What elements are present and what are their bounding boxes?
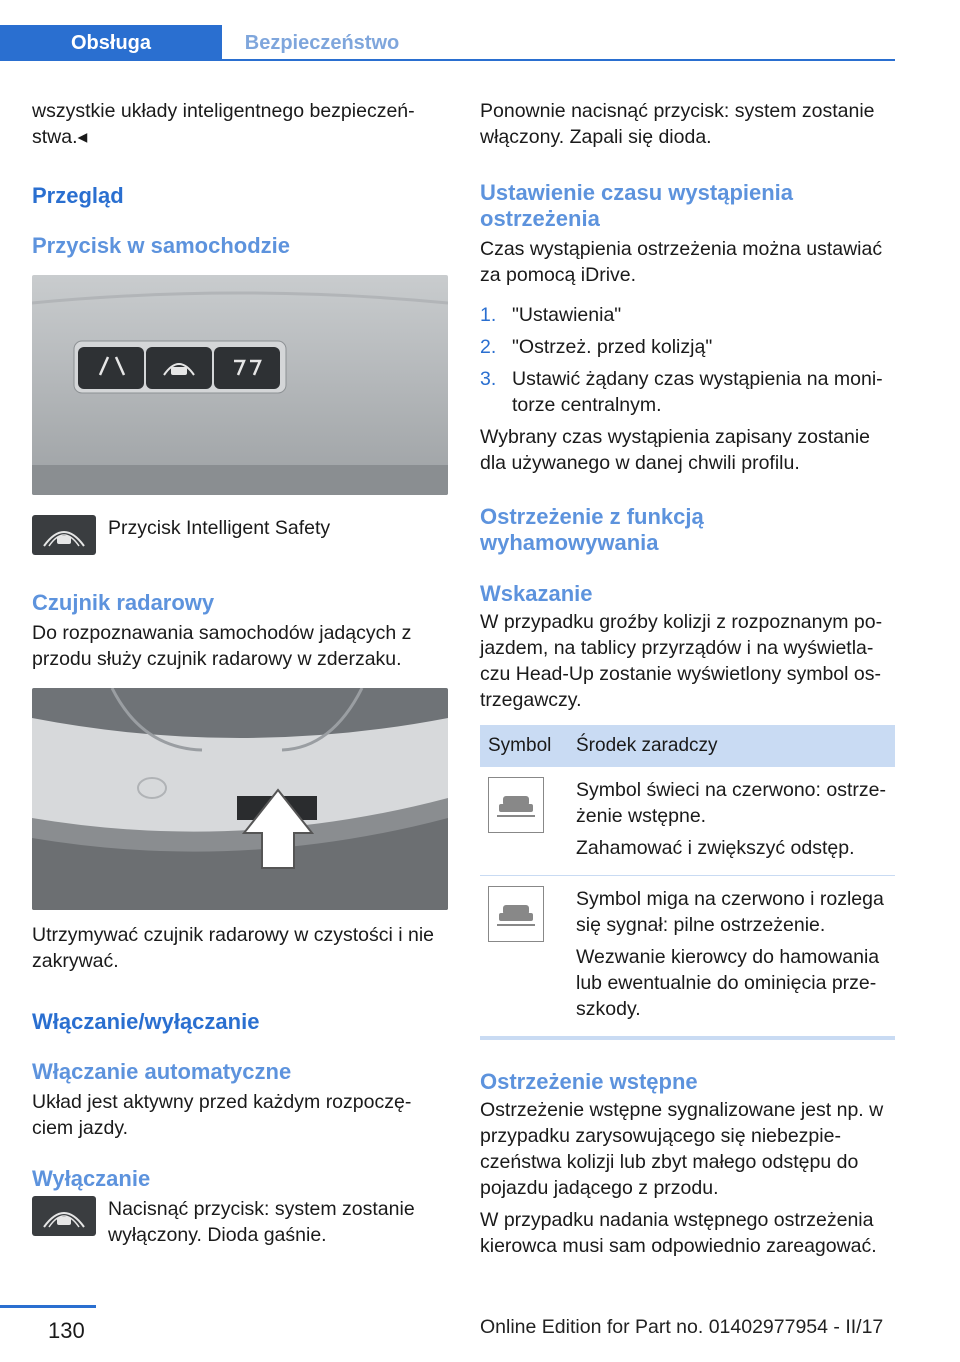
intelligent-safety-icon	[32, 1196, 96, 1236]
table-header-remedy: Środek zaradczy	[568, 725, 895, 767]
tab-underline	[222, 59, 895, 61]
header-tabs	[0, 0, 960, 62]
braking-heading: Ostrzeżenie z funkcją wyhamowywania	[480, 504, 704, 555]
table-row	[480, 767, 895, 876]
table-cell-text: Symbol miga na czerwono i rozlega się sygnał: pilne ostrzeżenie.	[576, 888, 884, 936]
radar-sensor-photo	[32, 688, 448, 910]
tab-bezpieczenstwo[interactable]: Bezpieczeństwo	[244, 31, 400, 54]
table-cell-text: Wezwanie kierowcy do hamowania lub ewentualnie do ominięcia prze-szkody.	[576, 946, 880, 1020]
onoff-heading: Włączanie/wyłączanie	[32, 1009, 260, 1034]
page-number: 130	[48, 1318, 85, 1343]
right-column	[480, 98, 895, 1259]
off-text: Nacisnąć przycisk: system zostanie wyłączony. Dioda gaśnie.	[108, 1198, 415, 1246]
collision-warning-icon	[488, 777, 544, 833]
list-item: 3. Ustawić żądany czas wystąpienia na moni-torze centralnym.	[480, 368, 883, 416]
radar-heading: Czujnik radarowy	[32, 590, 215, 615]
warning-symbol-table	[480, 725, 895, 1040]
off-heading: Wyłączanie	[32, 1166, 151, 1191]
overview-heading: Przegląd	[32, 183, 124, 208]
list-item: 1. "Ustawienia"	[480, 304, 622, 326]
intelligent-safety-icon	[32, 515, 96, 555]
auto-heading: Włączanie automatyczne	[32, 1059, 292, 1084]
timing-text: Czas wystąpienia ostrzeżenia można ustawiać za pomocą iDrive.	[480, 238, 883, 286]
left-column	[32, 98, 448, 1248]
edition-text: Online Edition for Part no. 01402977954 - II/17	[480, 1316, 884, 1338]
intro-text: wszystkie układy inteligentnego bezpieczeń-stwa.◂	[32, 100, 415, 148]
footer-divider	[0, 1305, 96, 1308]
radar-care-text: Utrzymywać czujnik radarowy w czystości i nie zakrywać.	[32, 924, 435, 972]
timing-steps	[480, 302, 895, 418]
button-heading: Przycisk w samochodzie	[32, 233, 290, 258]
pre-warning-text-2: W przypadku nadania wstępnego ostrzeżenia kierowca musi sam odpowiednio zareagować.	[480, 1209, 877, 1257]
tab-obsluga[interactable]: Obsługa	[0, 25, 222, 61]
saved-text: Wybrany czas wystąpienia zapisany zostanie dla używanego w danej chwili profilu.	[480, 426, 871, 474]
table-cell-text: Zahamować i zwiększyć odstęp.	[576, 837, 855, 859]
button-legend	[32, 515, 448, 555]
radar-text: Do rozpoznawania samochodów jadących z przodu służy czujnik radarowy w zderzaku.	[32, 622, 412, 670]
list-item: 2. "Ostrzeż. przed kolizją"	[480, 336, 713, 358]
table-cell-text: Symbol świeci na czerwono: ostrze-żenie wstępne.	[576, 779, 886, 827]
collision-warning-icon	[488, 886, 544, 942]
timing-heading: Ustawienie czasu wystąpienia ostrzeżenia	[480, 180, 794, 231]
button-panel-photo	[32, 275, 448, 495]
off-instruction	[32, 1196, 448, 1248]
pre-warning-text: Ostrzeżenie wstępne sygnalizowane jest np. w przypadku zarysowującego się niebezpie-czeństwa kolizji lub zbyt małego odstępu do pojazdu jadącego z przodu.	[480, 1099, 884, 1199]
indication-heading: Wskazanie	[480, 581, 593, 606]
pre-warning-heading: Ostrzeżenie wstępne	[480, 1069, 698, 1094]
table-row	[480, 876, 895, 1039]
auto-text: Układ jest aktywny przed każdym rozpoczę-ciem jazdy.	[32, 1091, 412, 1139]
button-caption: Przycisk Intelligent Safety	[108, 517, 331, 539]
reenable-text: Ponownie nacisnąć przycisk: system zostanie włączony. Zapali się dioda.	[480, 100, 875, 148]
table-header-symbol: Symbol	[480, 725, 568, 767]
indication-text: W przypadku groźby kolizji z rozpoznanym po-jazdem, na tablicy przyrządów i na wyświetla-czu Head-Up zostanie wyświetlony symbol os-trzegawczy.	[480, 611, 883, 711]
